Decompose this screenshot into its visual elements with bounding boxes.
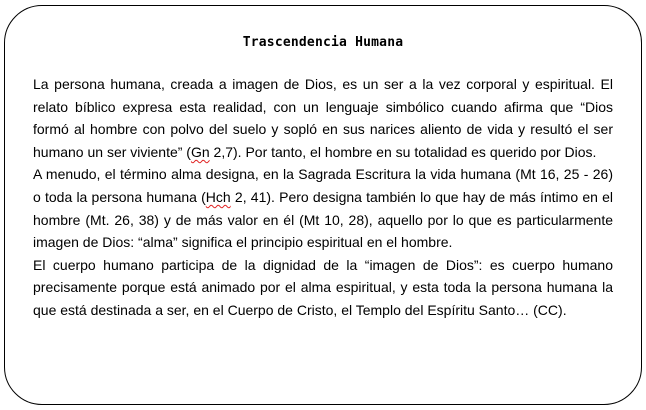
- paragraph-text: El cuerpo humano participa de la dignidad de la “imagen de Dios”: es cuerpo humano precisamente porque está animado por el alma espiritual, y esta toda la persona humana la que está destinada a ser, en el Cuerpo de Cristo, el Templo del Espíritu Santo… (CC).: [33, 256, 613, 318]
- paragraph-text: 2, 41). Pero designa también lo que hay de más íntimo en el hombre (Mt. 26, 38) y de más valor en él (Mt 10, 28), aquello por lo que es particularmente imagen de Dios: “alma” significa el principio espiritual en el hombre.: [33, 188, 613, 251]
- document-title: Trascendencia Humana: [242, 35, 404, 50]
- paragraph-text: A menudo, el término alma designa, en la Sagrada Escritura la vida humana (Mt 16, 25 - 26) o toda la persona humana (: [33, 166, 613, 205]
- spellcheck-word: Hch: [205, 188, 231, 205]
- paragraph-3: [33, 254, 613, 322]
- paragraph-text: 2,7). Por tanto, el hombre en su totalidad es querido por Dios.: [209, 143, 597, 160]
- paragraph-text: La persona humana, creada a imagen de Dios, es un ser a la vez corporal y espiritual. El relato bíblico expresa esta realidad, con un lenguaje simbólico cuando afirma que “Dios formó al hombre con polvo del suelo y sopló en sus narices aliento de vida y resultó el ser humano un ser viviente” (: [33, 76, 613, 160]
- paragraph-2: [33, 163, 613, 253]
- document-body: [33, 73, 613, 322]
- spellcheck-word: Gn: [190, 143, 210, 160]
- paragraph-1: [33, 73, 613, 163]
